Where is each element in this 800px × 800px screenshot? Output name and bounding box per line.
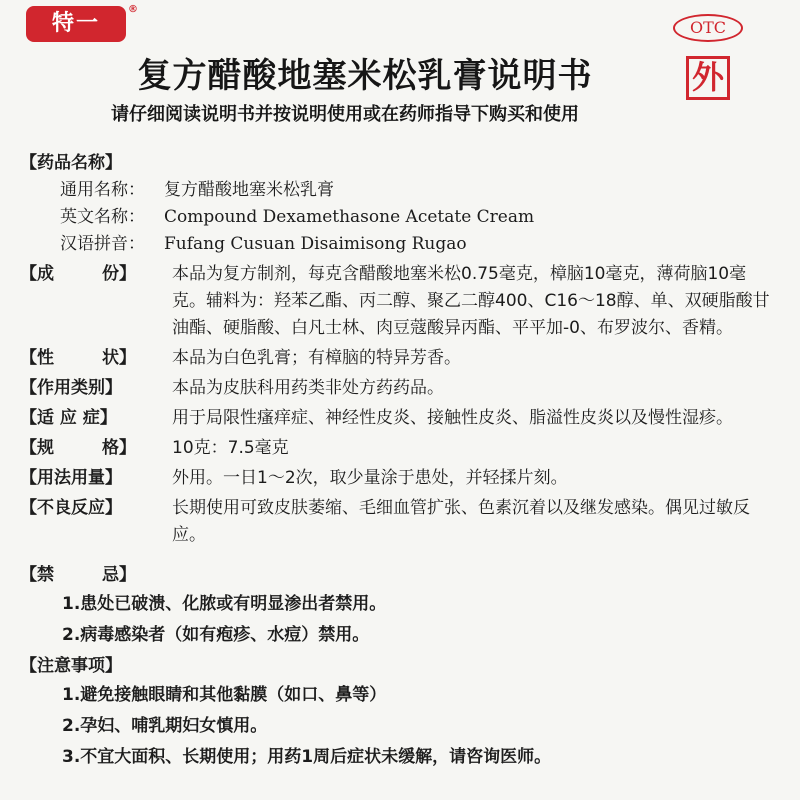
category-row xyxy=(20,375,780,402)
appearance-row xyxy=(20,345,780,372)
brand-logo: 特一 xyxy=(26,6,126,42)
ingredients-text: 本品为复方制剂，每克含醋酸地塞米松0.75毫克，樟脑10毫克，薄荷脑10毫克。辅料为：羟苯乙酯、丙二醇、聚乙二醇400、C16～18醇、单、双硬脂酸甘油酯、硬脂酸、白凡士林、肉豆蔻酸异丙酯、平平加-0、布罗波尔、香精。 xyxy=(172,264,770,338)
list-item: 2.孕妇、哺乳期妇女慎用。 xyxy=(62,716,268,736)
english-name-key: 英文名称： xyxy=(60,207,145,227)
ingredients-row xyxy=(20,261,780,342)
list-item: 2.病毒感染者（如有疱疹、水痘）禁用。 xyxy=(62,625,370,645)
registered-mark: ® xyxy=(128,4,138,15)
leaflet-body xyxy=(20,148,780,775)
pinyin-name-value: Fufang Cusuan Disaimisong Rugao xyxy=(164,234,467,254)
category-text: 本品为皮肤科用药类非处方药药品。 xyxy=(172,378,444,398)
document-title: 复方醋酸地塞米松乳膏说明书 xyxy=(137,56,593,96)
spec-label: 【规 格】 xyxy=(20,438,136,458)
indications-row xyxy=(20,405,780,432)
english-name-row xyxy=(20,204,780,231)
adverse-text: 长期使用可致皮肤萎缩、毛细血管扩张、色素沉着以及继发感染。偶见过敏反应。 xyxy=(172,498,750,545)
otc-badge: OTC xyxy=(673,14,743,42)
appearance-text: 本品为白色乳膏；有樟脑的特异芳香。 xyxy=(172,348,461,368)
list-item: 1.患处已破溃、化脓或有明显渗出者禁用。 xyxy=(62,594,387,614)
list-item: 3.不宜大面积、长期使用；用药1周后症状未缓解，请咨询医师。 xyxy=(62,747,552,767)
english-name-value: Compound Dexamethasone Acetate Cream xyxy=(164,207,535,227)
pinyin-name-row xyxy=(20,231,780,258)
contraindications-heading: 【禁 忌】 xyxy=(20,565,136,585)
generic-name-value: 复方醋酸地塞米松乳膏 xyxy=(164,180,334,200)
adverse-label: 【不良反应】 xyxy=(20,498,122,518)
list-item: 1.避免接触眼睛和其他黏膜（如口、鼻等） xyxy=(62,685,387,705)
document-subtitle: 请仔细阅读说明书并按说明使用或在药师指导下购买和使用 xyxy=(111,104,579,125)
generic-name-key: 通用名称： xyxy=(60,180,145,200)
ingredients-label: 【成 份】 xyxy=(20,264,136,284)
spec-row xyxy=(20,435,780,462)
category-label: 【作用类别】 xyxy=(20,378,122,398)
indications-text: 用于局限性瘙痒症、神经性皮炎、接触性皮炎、脂溢性皮炎以及慢性湿疹。 xyxy=(172,408,733,428)
indications-label: 【适 应 症】 xyxy=(20,408,117,428)
drug-name-heading: 【药品名称】 xyxy=(20,153,122,173)
adverse-row xyxy=(20,495,780,549)
usage-row xyxy=(20,465,780,492)
usage-label: 【用法用量】 xyxy=(20,468,122,488)
appearance-label: 【性 状】 xyxy=(20,348,136,368)
usage-text: 外用。一日1～2次，取少量涂于患处，并轻揉片刻。 xyxy=(172,468,568,488)
pinyin-name-key: 汉语拼音： xyxy=(60,234,145,254)
generic-name-row xyxy=(20,177,780,204)
external-use-badge: 外 xyxy=(686,56,730,100)
spec-text: 10克：7.5毫克 xyxy=(172,438,289,458)
precautions-heading: 【注意事项】 xyxy=(20,656,122,676)
